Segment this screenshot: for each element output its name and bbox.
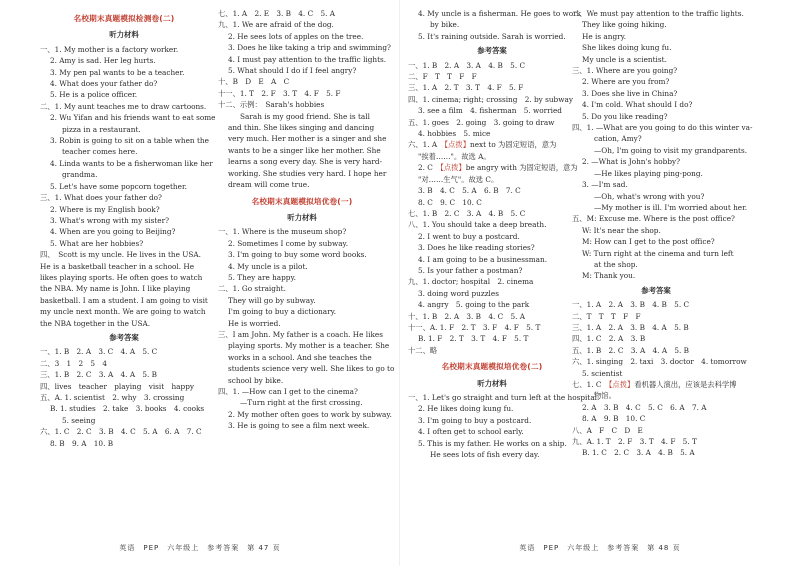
answer-line: 5. They are happy.: [228, 272, 296, 282]
answer-line: 3. Does he like taking a trip and swimming?: [228, 43, 391, 53]
answer-line: at the shop.: [594, 259, 638, 269]
answer-line: 5. It's raining outside. Sarah is worried.: [418, 31, 566, 41]
answer-line: 一、1. B 2. A 3. C 4. A 5. C: [40, 347, 158, 357]
answer-line: —Oh, what's wrong with you?: [594, 191, 705, 201]
answer-line: 三、1. What does your father do?: [40, 193, 162, 203]
answer-line: They will go by subway.: [228, 295, 316, 305]
answer-line: 5. What should I do if I feel angry?: [228, 66, 357, 76]
answer-line: 3. What's wrong with my sister?: [50, 215, 170, 225]
answer-line: 5. This is my father. He works on a ship.: [418, 438, 567, 448]
answer-line: learns a song every day. She is very hard-: [228, 157, 383, 167]
answer-line: basketball. I am a student. I am going to visit: [40, 295, 208, 305]
answer-line: working. She studies very hard. I hope her: [228, 168, 387, 178]
answer-line: the NBA together in the USA.: [40, 318, 151, 328]
answer-line: 2. My mother often goes to work by subway.: [228, 409, 392, 419]
answer-line: B. 1. C 2. C 3. A 4. B 5. A: [582, 448, 695, 458]
answer-line: 九、1. doctor; hospital 2. cinema: [408, 277, 534, 287]
answer-line: 4. hobbies 5. mice: [418, 129, 491, 139]
answer-line: 5. Let's have some popcorn together.: [50, 181, 187, 191]
answer-line: 一、1. My mother is a factory worker.: [40, 44, 179, 54]
answer-line: 十二、示例： Sarah's hobbies: [218, 100, 325, 110]
answer-line: 四、lives teacher playing visit happy: [40, 381, 194, 391]
answer-line: 2. A 3. B 4. C 5. C 6. A 7. A: [582, 402, 707, 412]
answer-line: dream will come true.: [228, 180, 310, 190]
answer-line: B. 1. studies 2. take 3. books 4. cooks: [50, 404, 205, 414]
answer-line: B. 1. F 2. T 3. T 4. F 5. T: [418, 334, 529, 344]
answer-line: 4. My uncle is a fisherman. He goes to work: [418, 9, 582, 18]
answer-line: 八、A F C D E: [572, 425, 643, 435]
answer-line: likes playing sports. He often goes to watch: [40, 272, 203, 282]
answer-line: teacher comes here.: [62, 147, 138, 157]
answer-line: 七、1. A 2. E 3. B 4. C 5. A: [218, 9, 335, 18]
section-heading: 参考答案: [477, 46, 507, 56]
answer-line: 4. I often get to school early.: [418, 427, 524, 437]
answer-line: 一、1. A 2. A 3. B 4. B 5. C: [572, 300, 690, 310]
section-heading: 参考答案: [109, 332, 139, 342]
answer-line: 2. Where are you from?: [582, 77, 670, 87]
answer-line: 4. What does your father do?: [50, 79, 158, 89]
answer-line: 3. doing word puzzles: [418, 288, 499, 298]
answer-line: 3. Robin is going to sit on a table when the: [50, 136, 209, 146]
tip-marker: 【点拨】: [608, 380, 635, 389]
answer-line: M: How can I get to the post office?: [582, 237, 715, 247]
column-left: [408, 8, 600, 460]
answer-line: 五、M: Excuse me. Where is the post office?: [572, 214, 735, 224]
answer-line: 2. I went to buy a postcard.: [418, 231, 520, 241]
answer-line: 5. Is your father a postman?: [418, 265, 523, 275]
answer-line: He is angry.: [582, 31, 627, 41]
answer-line: 四、 Scott is my uncle. He lives in the USA.: [40, 250, 201, 260]
answer-line: —My mother is ill. I'm worried about her.: [594, 202, 748, 212]
answer-line: 2. He sees lots of apples on the tree.: [228, 31, 364, 41]
answer-line: wants to be a singer like her mother. She: [228, 145, 381, 155]
answer-line: 九、A. 1. T 2. F 3. T 4. F 5. T: [572, 437, 697, 447]
answer-line: 三、1. A 2. T 3. T 4. F 5. F: [408, 83, 524, 93]
answer-line: 二、We must pay attention to the traffic lights.: [572, 9, 744, 18]
answer-line: 物馆。: [594, 391, 616, 401]
answer-line: 二、T T T F F: [572, 311, 641, 321]
page-footer: 英语 PEP 六年级上 参考答案 第 47 页: [119, 543, 281, 552]
answer-line: my uncle next month. We are going to watch: [40, 307, 206, 317]
answer-line: works in a school. And she teaches the: [228, 352, 372, 362]
answer-line: pizza in a restaurant.: [62, 124, 141, 134]
answer-line: 8. A 9. B 10. C: [582, 414, 646, 424]
answer-line: 二、1. My aunt teaches me to draw cartoons.: [40, 101, 207, 111]
answer-line: 八、1. You should take a deep breath.: [408, 220, 547, 230]
section-banner: 名校期末真题模拟培优卷(一): [251, 196, 353, 206]
column-right: [572, 8, 753, 459]
answer-line: —Oh, I'm going to visit my grandparents.: [594, 145, 748, 155]
answer-line: 8. B 9. A 10. B: [50, 438, 114, 448]
answer-line: 3. I'm going to buy a postcard.: [418, 415, 532, 425]
answer-line: 一、1. B 2. A 3. A 4. B 5. C: [408, 60, 526, 70]
answer-line: He sees lots of fish every day.: [430, 450, 540, 460]
answer-line: M: Thank you.: [582, 271, 636, 281]
answer-line: 十一、1. T 2. F 3. T 4. F 5. F: [218, 88, 341, 98]
tip-marker: 【点拨】: [444, 140, 470, 150]
answer-line: "挨着……"。故选 A。: [418, 151, 491, 161]
section-banner: 名校期末真题模拟检测卷(二): [73, 14, 175, 23]
answer-line: grandma.: [62, 170, 98, 180]
answer-line: 四、1. —How can I get to the cinema?: [218, 387, 358, 396]
answer-line: 五、A. 1. scientist 2. why 3. crossing: [40, 393, 185, 402]
answer-line: 六、1. singing 2. taxi 3. doctor 4. tomorrow: [572, 357, 747, 367]
answer-line: 九、1. We are afraid of the dog.: [218, 20, 334, 30]
answer-line: 2. Amy is sad. Her leg hurts.: [50, 56, 156, 66]
answer-line: 4. angry 5. going to the park: [418, 300, 530, 310]
answer-line: 三、1. B 2. C 3. A 4. A 5. B: [40, 370, 158, 380]
answer-line: cation, Amy?: [594, 134, 642, 144]
answer-line: 一、1. Where is the museum shop?: [218, 227, 347, 237]
answer-line: 四、1. —What are you going to do this winter va-: [572, 123, 753, 133]
answer-line: 十、B D E A C: [218, 77, 290, 87]
answer-line: He is worried.: [228, 318, 281, 328]
answer-line: 七、1. B 2. C 3. A 4. B 5. C: [408, 208, 526, 218]
section-banner: 名校期末真题模拟培优卷(二): [441, 362, 543, 372]
answer-line: 3. Does he like reading stories?: [418, 243, 535, 253]
answer-line: by bike.: [430, 20, 460, 30]
answer-line: 3. I'm going to buy some word books.: [228, 250, 367, 260]
answer-line: 三、1. Where are you going?: [572, 66, 678, 76]
section-heading: 参考答案: [641, 285, 671, 295]
answer-line: 十、1. B 2. A 3. B 4. C 5. A: [408, 311, 526, 321]
answer-line: 2. He likes doing kung fu.: [418, 404, 514, 414]
answer-line: 2. Sometimes I come by subway.: [228, 238, 349, 248]
answer-line: 4. When are you going to Beijing?: [50, 227, 176, 237]
answer-line: 五、1. B 2. C 3. A 4. A 5. B: [572, 345, 690, 355]
answer-line: playing sports. My mother is a teacher. She: [228, 341, 390, 351]
answer-line: —Turn right at the first crossing.: [240, 398, 363, 408]
answer-line: I'm going to buy a dictionary.: [228, 307, 337, 317]
answer-line: 5. What are her hobbies?: [50, 238, 144, 248]
answer-line: 5. Do you like reading?: [582, 111, 668, 121]
answer-line: —He likes playing ping-pong.: [594, 168, 703, 178]
column-right: [218, 8, 395, 432]
answer-line: 一、1. Let's go straight and turn left at the hospital.: [408, 393, 600, 402]
answer-line: 4. I am going to be a businessman.: [418, 254, 548, 264]
answer-line: 2. —What is John's hobby?: [582, 157, 681, 167]
answer-line: 3. see a film 4. fisherman 5. worried: [418, 106, 562, 116]
answer-line: Sarah is my good friend. She is tall: [240, 111, 370, 121]
answer-line: 十二、略: [408, 345, 438, 355]
answer-line: He is a basketball teacher in a school. He: [40, 261, 195, 271]
answer-line: "对……生气"。故选 C。: [418, 174, 499, 184]
answer-line: 3. B 4. C 5. A 6. B 7. C: [418, 186, 521, 196]
answer-line: 3. Does she live in China?: [582, 88, 678, 98]
answer-line: and thin. She likes singing and dancing: [228, 123, 375, 133]
section-heading: 听力材料: [477, 378, 507, 388]
answer-line: 2. Where is my English book?: [50, 204, 160, 214]
answer-line: 二、3 1 2 5 4: [40, 358, 107, 368]
answer-line: 4. Linda wants to be a fisherwoman like her: [50, 158, 213, 168]
answer-line: 2. C 【点拨】be angry with 为固定短语，意为: [418, 163, 578, 173]
answer-line: 4. I must pay attention to the traffic lights.: [228, 54, 387, 64]
answer-line: 五、1. goes 2. going 3. going to draw: [408, 117, 555, 127]
answer-line: 四、1. C 2. A 3. B: [572, 334, 646, 344]
answer-line: 三、I am John. My father is a coach. He likes: [218, 329, 383, 339]
answer-line: 三、1. A 2. A 3. B 4. A 5. B: [572, 322, 689, 332]
answer-line: W: Turn right at the cinema and turn left: [582, 248, 734, 258]
answer-line: 4. I'm cold. What should I do?: [582, 100, 693, 110]
answer-line: 5. seeing: [62, 415, 96, 425]
answer-line: 四、1. cinema; right; crossing 2. by subway: [408, 94, 573, 104]
answer-line: the NBA. My name is John. I like playing: [40, 284, 191, 294]
answer-line: very much. Her mother is a singer and she: [228, 134, 387, 144]
section-heading: 听力材料: [109, 30, 139, 40]
page-48: [400, 0, 800, 566]
answer-line: 3. —I'm sad.: [582, 180, 628, 190]
answer-line: 六、1. C 2. C 3. B 4. C 5. A 6. A 7. C: [40, 427, 202, 437]
answer-line: 3. He is going to see a film next week.: [228, 421, 370, 431]
page-footer: 英语 PEP 六年级上 参考答案 第 48 页: [519, 543, 681, 552]
answer-line: 8. C 9. C 10. C: [418, 197, 482, 207]
section-heading: 听力材料: [287, 212, 317, 222]
answer-line: W: It's near the shop.: [582, 225, 661, 235]
answer-line: She likes doing kung fu.: [582, 43, 672, 53]
answer-line: 二、F T T F F: [408, 72, 477, 82]
answer-line: 六、1. A 【点拨】next to 为固定短语，意为: [408, 140, 557, 150]
answer-line: 4. My uncle is a pilot.: [228, 261, 308, 271]
column-left: [40, 8, 216, 449]
answer-line: school by bike.: [228, 375, 284, 385]
answer-line: 七、1. C 【点拨】看机器人演出，应该是去科学博: [572, 380, 737, 389]
answer-line: 5. He is a police officer.: [50, 90, 138, 100]
answer-line: 5. scientist: [582, 368, 623, 378]
answer-line: 3. My pen pal wants to be a teacher.: [50, 67, 185, 77]
answer-line: 2. Wu Yifan and his friends want to eat some: [50, 113, 216, 123]
answer-line: 十一、A. 1. F 2. T 3. F 4. F 5. T: [408, 322, 541, 332]
answer-line: My uncle is a scientist.: [582, 54, 667, 64]
tip-marker: 【点拨】: [440, 163, 466, 173]
answer-line: students science very well. She likes to go to: [228, 364, 395, 374]
answer-line: 二、1. Go straight.: [218, 284, 286, 294]
answer-line: They like going hiking.: [582, 20, 667, 30]
